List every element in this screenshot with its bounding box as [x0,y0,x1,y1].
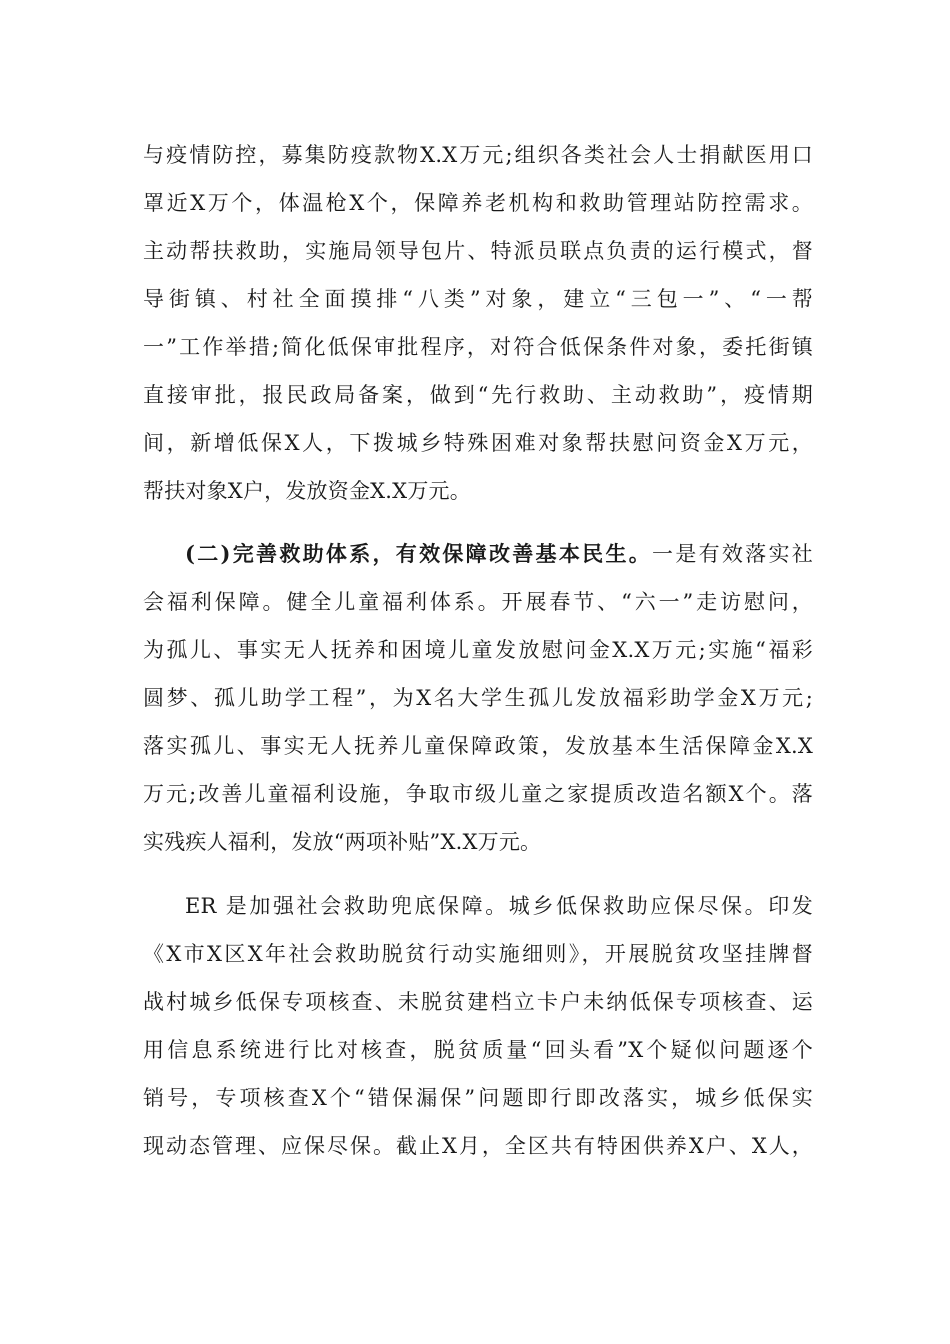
body-text-line: 会福利保障。健全儿童福利体系。开展春节、“六一”走访慰问， [143,590,813,614]
body-text-line: 直接审批，报民政局备案，做到“先行救助、主动救助”，疫情期 [143,383,813,407]
body-text-line: 帮扶对象X户，发放资金X.X万元。 [143,479,471,503]
body-text-line: 主动帮扶救助，实施局领导包片、特派员联点负责的运行模式，督 [143,239,813,263]
body-text-line: 圆梦、孤儿助学工程”，为X名大学生孤儿发放福彩助学金X万元; [143,686,813,710]
body-text-line: 《X市X区X年社会救助脱贫行动实施细则》，开展脱贫攻坚挂牌督 [143,942,813,966]
body-text-line: 导街镇、村社全面摸排“八类”对象，建立“三包一”、“一帮 [143,287,813,311]
section-heading: (二)完善救助体系，有效保障改善基本民生。 [185,541,653,566]
body-text-line: 与疫情防控，募集防疫款物X.X万元;组织各类社会人士捐献医用口 [143,143,813,167]
body-text-line: 为孤儿、事实无人抚养和困境儿童发放慰问金X.X万元;实施“福彩 [143,638,813,662]
body-text-line: 战村城乡低保专项核查、未脱贫建档立卡户未纳低保专项核查、运 [143,990,813,1014]
section-heading-line [185,534,813,574]
body-text-line: 罩近X万个，体温枪X个，保障养老机构和救助管理站防控需求。 [143,191,813,215]
body-text-line: ER 是加强社会救助兜底保障。城乡低保救助应保尽保。印发 [185,894,813,918]
body-text-line: 现动态管理、应保尽保。截止X月，全区共有特困供养X户、X人， [143,1134,813,1158]
body-text-line: 销号，专项核查X个“错保漏保”问题即行即改落实，城乡低保实 [143,1086,813,1110]
body-text-line: 一”工作举措;简化低保审批程序，对符合低保条件对象，委托街镇 [143,335,813,359]
body-text-line: 间，新增低保X人，下拨城乡特殊困难对象帮扶慰问资金X万元， [143,431,813,455]
body-text-line: 用信息系统进行比对核查，脱贫质量“回头看”X个疑似问题逐个 [143,1038,813,1062]
body-text-line: 落实孤儿、事实无人抚养儿童保障政策，发放基本生活保障金X.X [143,734,813,758]
body-text-line: 实残疾人福利，发放“两项补贴”X.X万元。 [143,830,542,854]
heading-line-rest: 一是有效落实社 [652,542,813,566]
body-text-line: 万元;改善儿童福利设施，争取市级儿童之家提质改造名额X个。落 [143,782,813,806]
